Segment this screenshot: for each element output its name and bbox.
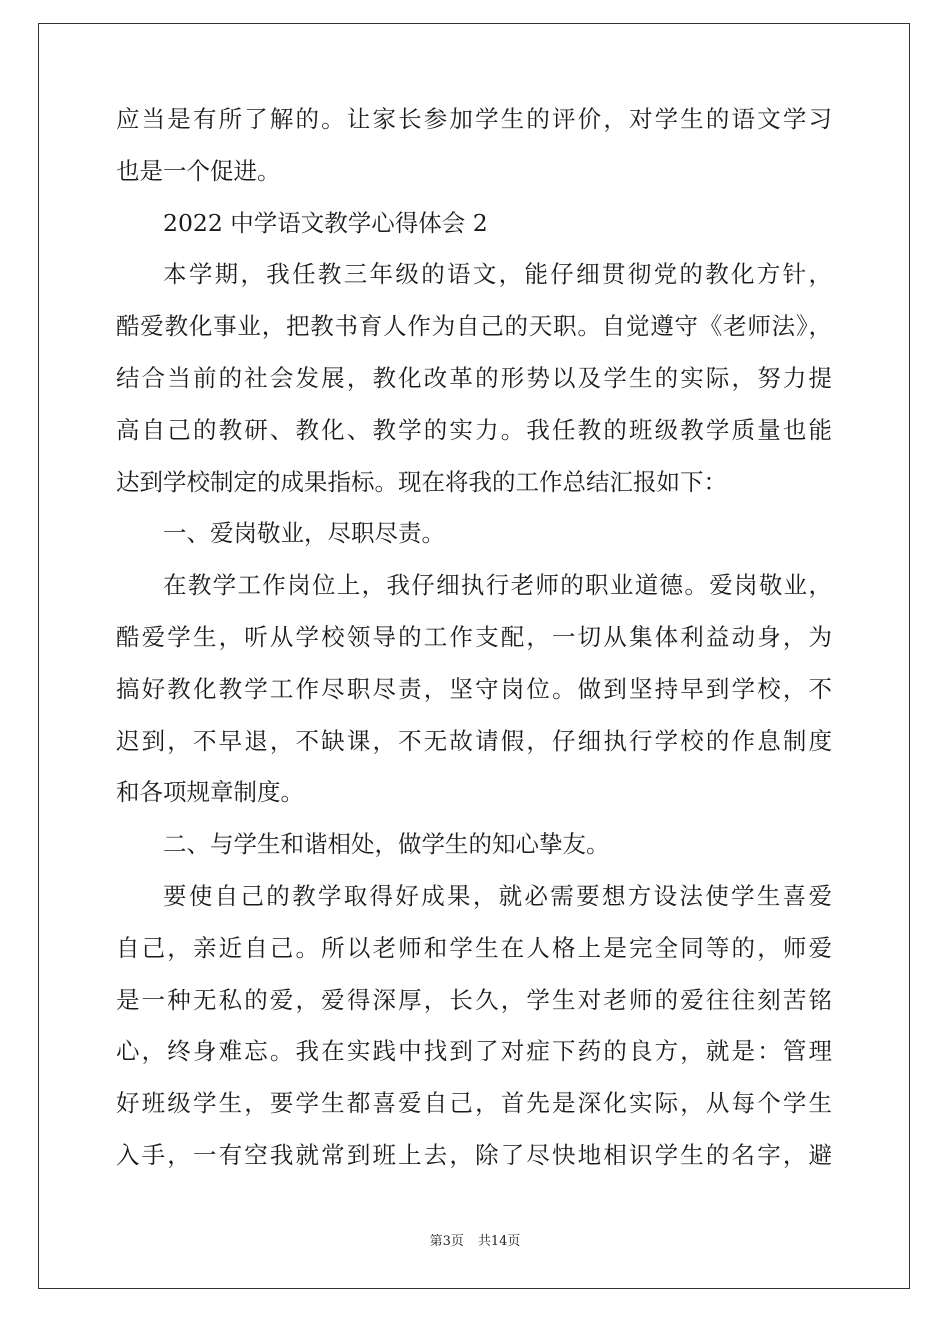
text-line: 酷爱学生，听从学校领导的工作支配，一切从集体利益动身，为 — [116, 622, 832, 651]
text-line: 自己，亲近自己。所以老师和学生在人格上是完全同等的，师爱 — [116, 933, 832, 962]
text-line: 迟到，不早退，不缺课，不无故请假，仔细执行学校的作息制度 — [116, 726, 832, 755]
text-line: 要使自己的教学取得好成果，就必需要想方设法使学生喜爱 — [163, 881, 832, 910]
page-footer — [0, 1230, 950, 1249]
document-body — [116, 94, 832, 1182]
text-line: 是一种无私的爱，爱得深厚，长久，学生对老师的爱往往刻苦铭 — [116, 985, 832, 1014]
text-line: 好班级学生，要学生都喜爱自己，首先是深化实际，从每个学生 — [116, 1089, 832, 1118]
text-line: 在教学工作岗位上，我仔细执行老师的职业道德。爱岗敬业， — [163, 571, 832, 600]
text-line: 心，终身难忘。我在实践中找到了对症下药的良方，就是：管理 — [116, 1037, 832, 1066]
total-pages: 共14页 — [477, 1234, 521, 1249]
text-line: 入手，一有空我就常到班上去，除了尽快地相识学生的名字，避 — [116, 1140, 832, 1169]
text-line: 也是一个促进。 — [116, 156, 281, 185]
text-line: 和各项规章制度。 — [116, 778, 304, 807]
text-line: 应当是有所了解的。让家长参加学生的评价，对学生的语文学习 — [116, 105, 832, 133]
subheading: 一、爱岗敬业，尽职尽责。 — [163, 519, 445, 548]
text-line: 搞好教化教学工作尽职尽责，坚守岗位。做到坚持早到学校，不 — [116, 674, 832, 703]
text-line: 高自己的教研、教化、教学的实力。我任教的班级教学质量也能 — [116, 415, 832, 444]
text-line: 酷爱教化事业，把教书育人作为自己的天职。自觉遵守《老师法》， — [116, 312, 832, 341]
page-number: 第3页 — [429, 1234, 464, 1249]
subheading: 二、与学生和谐相处，做学生的知心挚友。 — [163, 830, 610, 859]
text-line: 结合当前的社会发展，教化改革的形势以及学生的实际，努力提 — [116, 363, 832, 392]
text-line: 达到学校制定的成果指标。现在将我的工作总结汇报如下： — [116, 467, 727, 496]
section-title: 2022 中学语文教学心得体会 2 — [163, 208, 488, 237]
text-line: 本学期，我任教三年级的语文，能仔细贯彻党的教化方针， — [163, 260, 832, 289]
